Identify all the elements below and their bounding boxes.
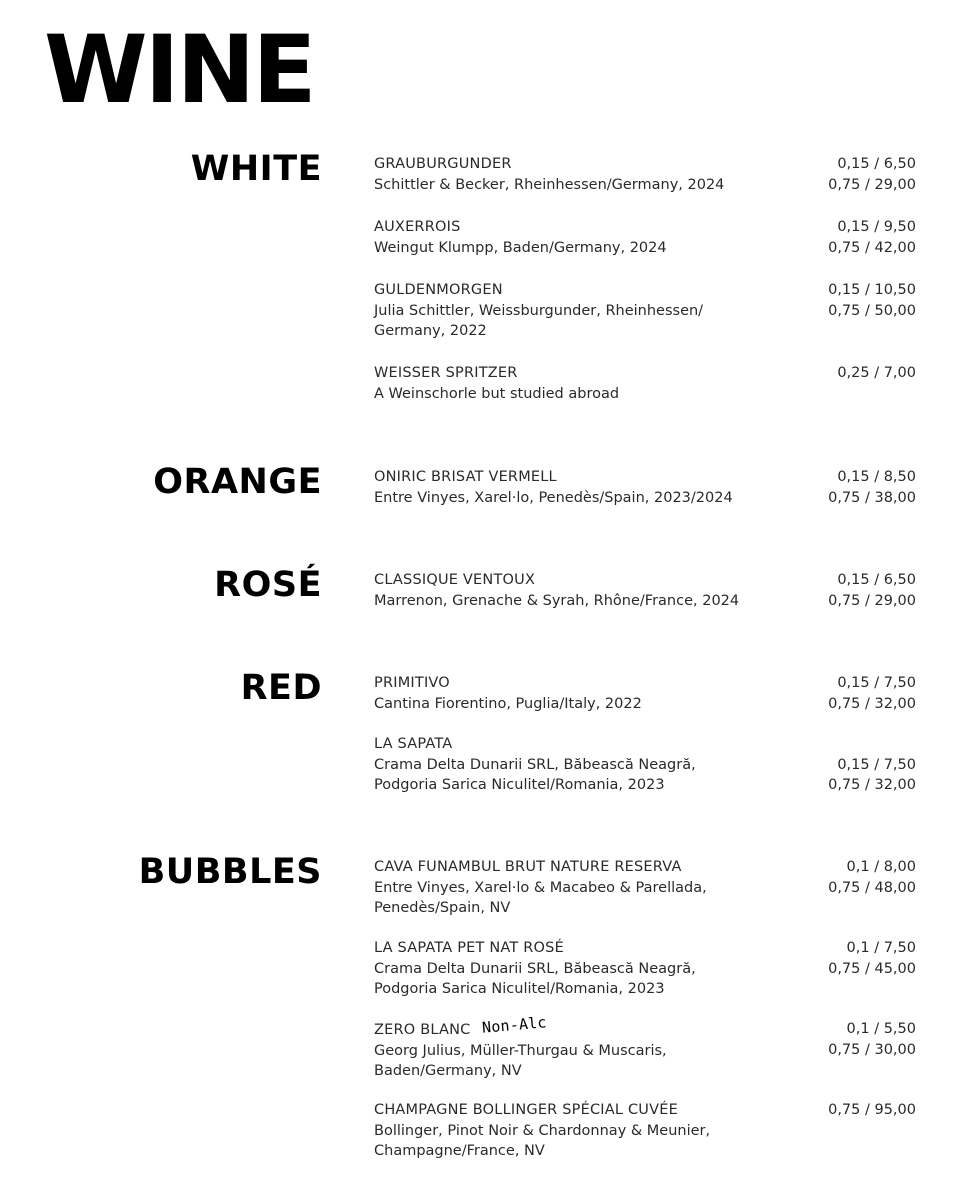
wine-name: CLASSIQUE VENTOUX	[374, 572, 536, 588]
wine-description: A Weinschorle but studied abroad	[374, 385, 620, 402]
price: 0,15 / 7,50	[837, 756, 916, 773]
wine-details	[374, 154, 774, 195]
wine-name-line	[374, 673, 774, 694]
wine-name-line	[374, 570, 774, 591]
section-heading: ROSÉ	[214, 565, 322, 605]
wine-description: Bollinger, Pinot Noir & Chardonnay & Meunier,	[374, 1122, 711, 1139]
price: 0,15 / 9,50	[837, 219, 916, 235]
wine-description: Julia Schittler, Weissburgunder, Rheinhessen/	[374, 302, 704, 319]
wine-description: Cantina Fiorentino, Puglia/Italy, 2022	[374, 695, 642, 712]
wine-name: ONIRIC BRISAT VERMELL	[374, 469, 557, 485]
price: 0,1 / 5,50	[846, 1021, 916, 1037]
wine-description: Weingut Klumpp, Baden/Germany, 2024	[374, 239, 667, 256]
wine-description: Baden/Germany, NV	[374, 1063, 522, 1080]
wine-details	[374, 1100, 774, 1162]
price: 0,1 / 8,00	[846, 859, 916, 875]
wine-prices	[828, 467, 916, 508]
wine-description: Champagne/France, NV	[374, 1143, 545, 1160]
wine-description: Georg Julius, Müller-Thurgau & Muscaris,	[374, 1042, 667, 1059]
section-heading: BUBBLES	[138, 852, 322, 892]
price: 0,75 / 48,00	[828, 879, 916, 896]
wine-name: ZERO BLANC	[374, 1022, 471, 1038]
wine-prices	[828, 217, 916, 258]
wine-details	[374, 857, 774, 919]
price: 0,15 / 8,50	[837, 469, 916, 485]
wine-name: LA SAPATA	[374, 736, 453, 752]
wine-description: Crama Delta Dunarii SRL, Băbească Neagră,	[374, 756, 696, 773]
wine-details	[374, 363, 774, 404]
wine-name: GRAUBURGUNDER	[374, 156, 512, 172]
wine-details	[374, 280, 774, 342]
price: 0,25 / 7,00	[837, 365, 916, 381]
wine-name: PRIMITIVO	[374, 675, 450, 691]
wine-description: Penedès/Spain, NV	[374, 900, 511, 917]
price	[828, 734, 916, 755]
wine-details	[374, 467, 774, 508]
wine-details	[374, 1013, 774, 1082]
price: 0,15 / 6,50	[837, 572, 916, 588]
section-heading: ORANGE	[153, 462, 322, 502]
wine-description: Marrenon, Grenache & Syrah, Rhône/France, 2024	[374, 592, 740, 609]
price: 0,75 / 32,00	[828, 695, 916, 712]
wine-prices	[828, 280, 916, 321]
wine-prices	[828, 1019, 916, 1060]
price: 0,1 / 7,50	[846, 940, 916, 956]
wine-name-line	[374, 217, 774, 238]
wine-prices	[828, 570, 916, 611]
page-title: WINE	[44, 16, 314, 125]
price: 0,75 / 45,00	[828, 960, 916, 977]
price: 0,75 / 32,00	[828, 777, 916, 794]
wine-prices	[837, 363, 916, 384]
wine-name: CHAMPAGNE BOLLINGER SPÉCIAL CUVÉE	[374, 1102, 678, 1118]
wine-prices	[828, 673, 916, 714]
section-heading: RED	[240, 668, 322, 708]
wine-name: WEISSER SPRITZER	[374, 365, 518, 381]
wine-details	[374, 734, 774, 796]
wine-name-line	[374, 734, 774, 755]
price: 0,75 / 50,00	[828, 302, 916, 319]
price: 0,75 / 29,00	[828, 176, 916, 193]
price: 0,75 / 95,00	[828, 1102, 916, 1118]
handwritten-note: Non-Alc	[481, 1013, 548, 1037]
wine-name-line	[374, 363, 774, 384]
wine-prices	[828, 1100, 916, 1121]
price: 0,15 / 6,50	[837, 156, 916, 172]
wine-description: Podgoria Sarica Niculitel/Romania, 2023	[374, 981, 665, 998]
wine-description: Podgoria Sarica Niculitel/Romania, 2023	[374, 777, 665, 794]
wine-description: Crama Delta Dunarii SRL, Băbească Neagră,	[374, 960, 696, 977]
wine-details	[374, 217, 774, 258]
price: 0,75 / 30,00	[828, 1041, 916, 1058]
wine-name-line	[374, 938, 774, 959]
price: 0,15 / 7,50	[837, 675, 916, 691]
wine-details	[374, 938, 774, 1000]
price: 0,75 / 38,00	[828, 489, 916, 506]
wine-name-line	[374, 857, 774, 878]
wine-name-line	[374, 467, 774, 488]
wine-prices	[828, 154, 916, 195]
wine-name: AUXERROIS	[374, 219, 461, 235]
wine-prices	[828, 734, 916, 796]
wine-name: LA SAPATA PET NAT ROSÉ	[374, 940, 564, 956]
wine-description: Entre Vinyes, Xarel·lo & Macabeo & Parellada,	[374, 879, 707, 896]
wine-description: Germany, 2022	[374, 323, 487, 340]
price: 0,75 / 29,00	[828, 592, 916, 609]
wine-name-line	[374, 280, 774, 301]
wine-details	[374, 673, 774, 714]
wine-description: Entre Vinyes, Xarel·lo, Penedès/Spain, 2023/2024	[374, 489, 733, 506]
wine-prices	[828, 857, 916, 898]
price: 0,75 / 42,00	[828, 239, 916, 256]
section-heading: WHITE	[190, 149, 322, 189]
wine-prices	[828, 938, 916, 979]
wine-name-line	[374, 154, 774, 175]
wine-name: CAVA FUNAMBUL BRUT NATURE RESERVA	[374, 859, 682, 875]
wine-name-line	[374, 1013, 774, 1041]
wine-name: GULDENMORGEN	[374, 282, 503, 298]
wine-details	[374, 570, 774, 611]
wine-name-line	[374, 1100, 774, 1121]
price: 0,15 / 10,50	[828, 282, 916, 298]
wine-description: Schittler & Becker, Rheinhessen/Germany, 2024	[374, 176, 725, 193]
